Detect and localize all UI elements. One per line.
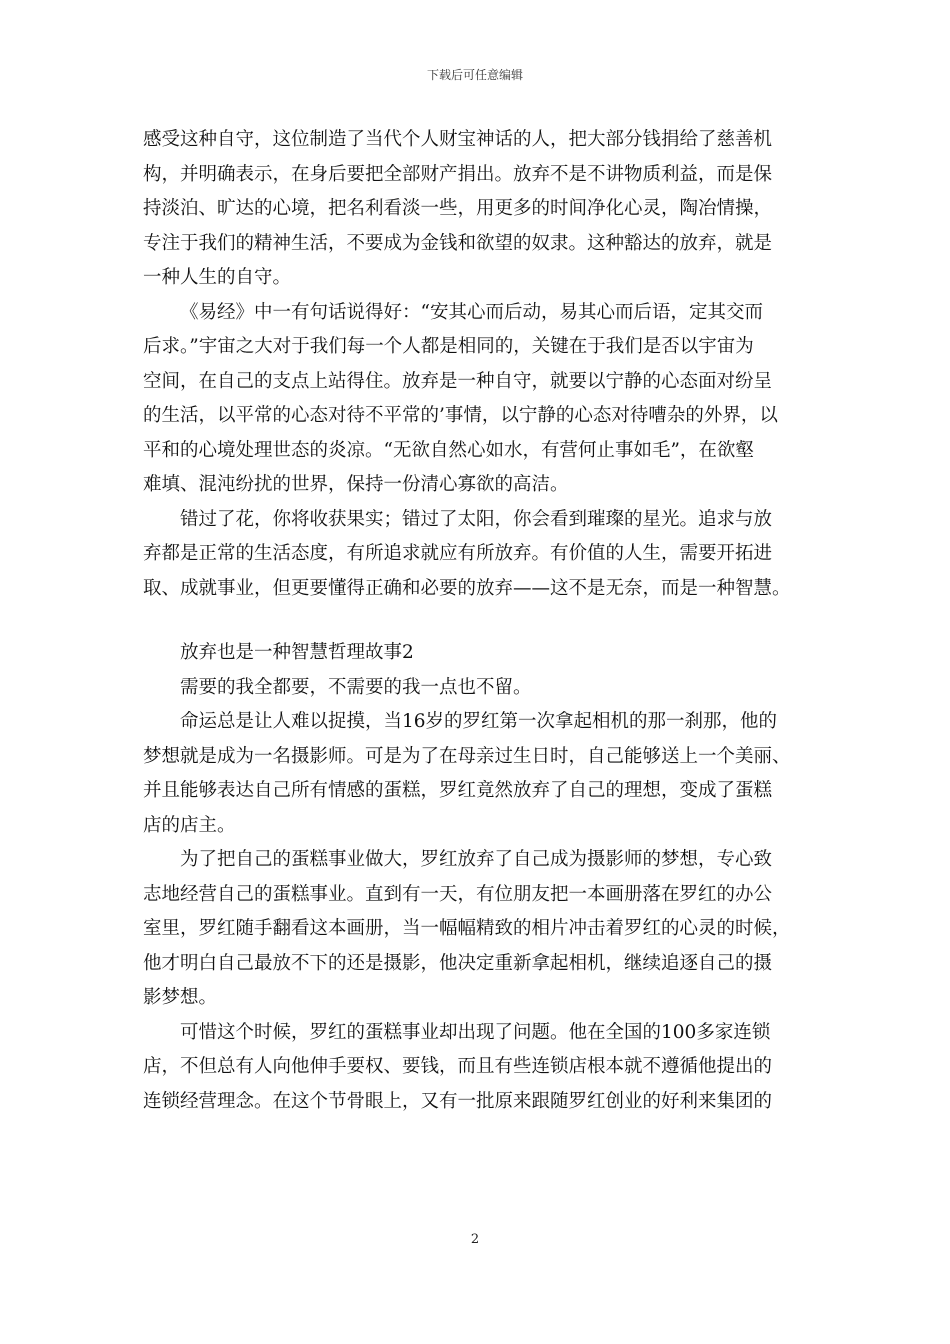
page-header: 下载后可任意编辑 — [426, 68, 523, 82]
page-number: 2 — [470, 1232, 480, 1247]
text-line: 一种人生的自守。 — [143, 267, 292, 288]
section-gap — [143, 606, 823, 636]
text-line: 店的店主。 — [143, 814, 236, 836]
text-line: 持淡泊、旷达的心境，把名利看淡一些，用更多的时间净化心灵，陶冶情操， — [143, 198, 773, 219]
text-line: 连锁经营理念。在这个节骨眼上，又有一批原来跟随罗红创业的好利来集团的 — [143, 1090, 773, 1112]
section-title: 放弃也是一种智慧哲理故事2 — [180, 642, 414, 663]
text-line: 的生活，以平常的心态对待不平常的’事情，以宁静的心态对待嘈杂的外界，以 — [143, 405, 778, 426]
text-line: 需要的我全都要，不需要的我一点也不留。 — [180, 676, 532, 698]
text-line: 可惜这个时候，罗红的蛋糕事业却出现了问题。他在全国的100多家连锁 — [180, 1021, 771, 1043]
text-line: 影梦想。 — [143, 987, 218, 1008]
text-line: 店，不但总有人向他伸手要权、要钱，而且有些连锁店根本就不遵循他提出的 — [143, 1056, 773, 1077]
text-line: 弃都是正常的生活态度，有所追求就应有所放弃。有价值的人生，需要开拓进 — [143, 543, 773, 564]
text-line: 取、成就事业，但更要懂得正确和必要的放弃——这不是无奈，而是一种智慧。 — [143, 577, 791, 599]
text-line: 感受这种自守，这位制造了当代个人财宝神话的人，把大部分钱捐给了慈善机 — [143, 129, 773, 150]
text-line: 命运总是让人难以捉摸，当16岁的罗红第一次拿起相机的那一刹那，他的 — [180, 711, 778, 732]
text-line: 空间，在自己的支点上站得住。放弃是一种自守，就要以宁静的心态面对纷呈 — [143, 370, 773, 392]
text-line: 志地经营自己的蛋糕事业。直到有一天，有位朋友把一本画册落在罗红的办公 — [143, 883, 773, 905]
text-line: 他才明白自己最放不下的还是摄影，他决定重新拿起相机，继续追逐自己的摄 — [143, 952, 773, 974]
text-line: 错过了花，你将收获果实；错过了太阳，你会看到璀璨的星光。追求与放 — [180, 508, 773, 530]
text-line: 专注于我们的精神生活，不要成为金钱和欲望的奴隶。这种豁达的放弃，就是 — [143, 232, 773, 254]
text-line: 《易经》中一有句话说得好：“安其心而后动，易其心而后语，定其交而 — [180, 301, 763, 323]
text-line: 室里，罗红随手翻看这本画册，当一幅幅精致的相片冲击着罗红的心灵的时候， — [143, 918, 791, 939]
text-line: 为了把自己的蛋糕事业做大，罗红放弃了自己成为摄影师的梦想，专心致 — [180, 849, 773, 870]
text-line: 后求。”宇宙之大对于我们每一个人都是相同的，关键在于我们是否以宇宙为 — [143, 336, 754, 357]
text-line: 构，并明确表示，在身后要把全部财产捐出。放弃不是不讲物质利益，而是保 — [143, 163, 773, 185]
text-line: 并且能够表达自己所有情感的蛋糕，罗红竟然放弃了自己的理想，变成了蛋糕 — [143, 780, 773, 801]
document-body — [143, 123, 823, 1119]
text-line: 平和的心境处理世态的炎凉。“无欲自然心如水，有营何止事如毛”，在欲壑 — [143, 439, 754, 461]
text-line: 梦想就是成为一名摄影师。可是为了在母亲过生日时，自己能够送上一个美丽、 — [143, 745, 791, 767]
text-line: 难填、混沌纷扰的世界，保持一份清心寡欲的高洁。 — [143, 474, 569, 495]
